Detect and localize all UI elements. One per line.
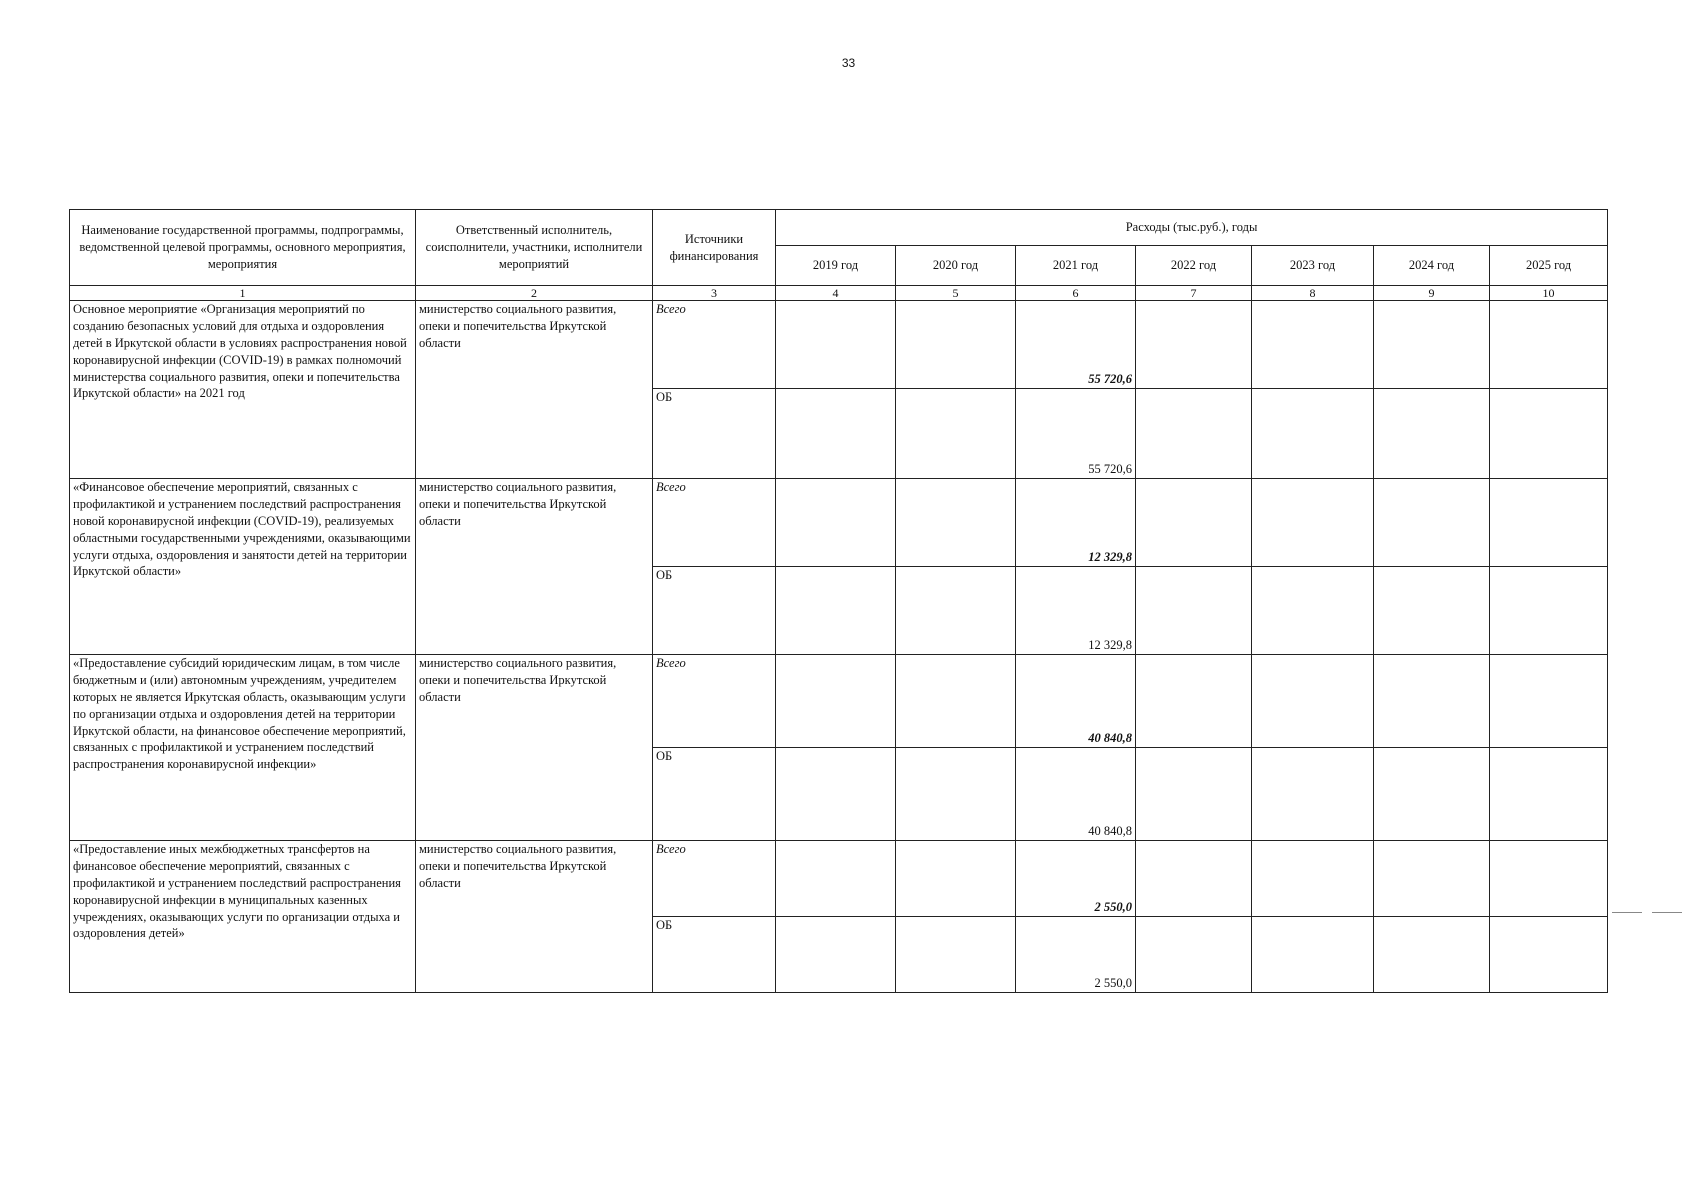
column-number: 7	[1136, 286, 1252, 301]
measure-executor: министерство социального развития, опеки и попечительства Иркутской области	[416, 479, 653, 655]
amount-cell	[1252, 567, 1374, 655]
amount-cell	[776, 389, 896, 479]
amount-cell	[896, 748, 1016, 841]
amount-cell	[776, 567, 896, 655]
amount-cell	[1252, 301, 1374, 389]
source-total-label: Всего	[653, 841, 776, 917]
column-number: 5	[896, 286, 1016, 301]
source-label: ОБ	[653, 567, 776, 655]
amount-cell	[776, 917, 896, 993]
amount-cell	[1490, 567, 1608, 655]
measure-name: Основное мероприятие «Организация мероприятий по созданию безопасных условий для отдыха и оздоровления детей в Иркутской области в условиях распространения новой коронавирусной инфекции (COVID-19) в рамках полномочий министерства социального развития, опеки и попечительства Иркутской области» на 2021 год	[70, 301, 416, 479]
header-year: 2024 год	[1374, 246, 1490, 286]
source-total-label: Всего	[653, 479, 776, 567]
table-row-total	[70, 841, 1608, 917]
amount-cell	[1252, 748, 1374, 841]
table-row-total	[70, 655, 1608, 748]
amount-cell	[896, 655, 1016, 748]
measure-name: «Предоставление субсидий юридическим лицам, в том числе бюджетным и (или) автономным учреждениям, учредителем которых не является Иркутская область, оказывающим услуги по организации отдыха и оздоровления детей на территории Иркутской области, на финансовое обеспечение мероприятий, связанных с профилактикой и устранением последствий распространения коронавирусной инфекции»	[70, 655, 416, 841]
column-number: 6	[1016, 286, 1136, 301]
amount-cell	[1490, 655, 1608, 748]
amount-cell	[1252, 389, 1374, 479]
amount-cell	[1136, 748, 1252, 841]
amount-total-2021: 55 720,6	[1016, 301, 1136, 389]
amount-cell	[1136, 479, 1252, 567]
measure-executor: министерство социального развития, опеки и попечительства Иркутской области	[416, 301, 653, 479]
column-number-row	[70, 286, 1608, 301]
measure-executor: министерство социального развития, опеки и попечительства Иркутской области	[416, 655, 653, 841]
header-executor: Ответственный исполнитель, соисполнители, участники, исполнители мероприятий	[416, 210, 653, 286]
header-year: 2022 год	[1136, 246, 1252, 286]
budget-table	[69, 209, 1608, 993]
column-number: 2	[416, 286, 653, 301]
amount-cell	[1136, 655, 1252, 748]
amount-cell	[1490, 389, 1608, 479]
header-name: Наименование государственной программы, подпрограммы, ведомственной целевой программы, основного мероприятия, мероприятия	[70, 210, 416, 286]
amount-cell	[1136, 917, 1252, 993]
source-total-label: Всего	[653, 301, 776, 389]
measure-executor: министерство социального развития, опеки и попечительства Иркутской области	[416, 841, 653, 993]
amount-cell	[896, 567, 1016, 655]
column-number: 10	[1490, 286, 1608, 301]
source-label: ОБ	[653, 917, 776, 993]
header-year: 2020 год	[896, 246, 1016, 286]
amount-cell	[1490, 917, 1608, 993]
amount-cell	[1136, 841, 1252, 917]
column-number: 3	[653, 286, 776, 301]
source-label: ОБ	[653, 389, 776, 479]
header-year: 2023 год	[1252, 246, 1374, 286]
amount-cell	[776, 748, 896, 841]
header-year: 2025 год	[1490, 246, 1608, 286]
amount-source-2021: 2 550,0	[1016, 917, 1136, 993]
source-label: ОБ	[653, 748, 776, 841]
table-row-total	[70, 301, 1608, 389]
amount-cell	[896, 841, 1016, 917]
amount-cell	[1374, 567, 1490, 655]
amount-cell	[1136, 301, 1252, 389]
amount-total-2021: 40 840,8	[1016, 655, 1136, 748]
amount-cell	[776, 479, 896, 567]
amount-source-2021: 40 840,8	[1016, 748, 1136, 841]
amount-cell	[1490, 841, 1608, 917]
column-number: 1	[70, 286, 416, 301]
scan-edge-mark	[1612, 912, 1642, 913]
amount-cell	[1374, 389, 1490, 479]
amount-cell	[776, 841, 896, 917]
source-total-label: Всего	[653, 655, 776, 748]
amount-cell	[1374, 479, 1490, 567]
amount-cell	[896, 479, 1016, 567]
amount-cell	[1374, 841, 1490, 917]
amount-cell	[1136, 389, 1252, 479]
header-source: Источники финансирования	[653, 210, 776, 286]
header-year: 2019 год	[776, 246, 896, 286]
amount-source-2021: 12 329,8	[1016, 567, 1136, 655]
amount-cell	[1490, 479, 1608, 567]
column-number: 8	[1252, 286, 1374, 301]
page-number: 33	[841, 56, 856, 70]
measure-name: «Финансовое обеспечение мероприятий, связанных с профилактикой и устранением последствий распространения новой коронавирусной инфекции (COVID-19), реализуемых областными государственными учреждениями, оказывающими услуги отдыха, оздоровления и занятости детей на территории Иркутской области»	[70, 479, 416, 655]
amount-cell	[1252, 479, 1374, 567]
amount-cell	[1374, 917, 1490, 993]
column-number: 4	[776, 286, 896, 301]
header-year: 2021 год	[1016, 246, 1136, 286]
measure-name: «Предоставление иных межбюджетных трансфертов на финансовое обеспечение мероприятий, связанных с профилактикой и устранением последствий распространения коронавирусной инфекции в муниципальных казенных учреждениях, оказывающих услуги по организации отдыха и оздоровления детей»	[70, 841, 416, 993]
amount-cell	[776, 655, 896, 748]
amount-cell	[1252, 917, 1374, 993]
amount-cell	[896, 301, 1016, 389]
amount-cell	[1252, 841, 1374, 917]
amount-cell	[1374, 301, 1490, 389]
scan-edge-mark	[1652, 912, 1682, 913]
header-expenses: Расходы (тыс.руб.), годы	[776, 210, 1608, 246]
amount-cell	[1374, 655, 1490, 748]
amount-cell	[1374, 748, 1490, 841]
amount-total-2021: 12 329,8	[1016, 479, 1136, 567]
amount-cell	[896, 389, 1016, 479]
table-row-total	[70, 479, 1608, 567]
amount-cell	[1136, 567, 1252, 655]
amount-cell	[776, 301, 896, 389]
amount-cell	[1252, 655, 1374, 748]
amount-cell	[1490, 301, 1608, 389]
amount-total-2021: 2 550,0	[1016, 841, 1136, 917]
amount-source-2021: 55 720,6	[1016, 389, 1136, 479]
amount-cell	[896, 917, 1016, 993]
amount-cell	[1490, 748, 1608, 841]
column-number: 9	[1374, 286, 1490, 301]
